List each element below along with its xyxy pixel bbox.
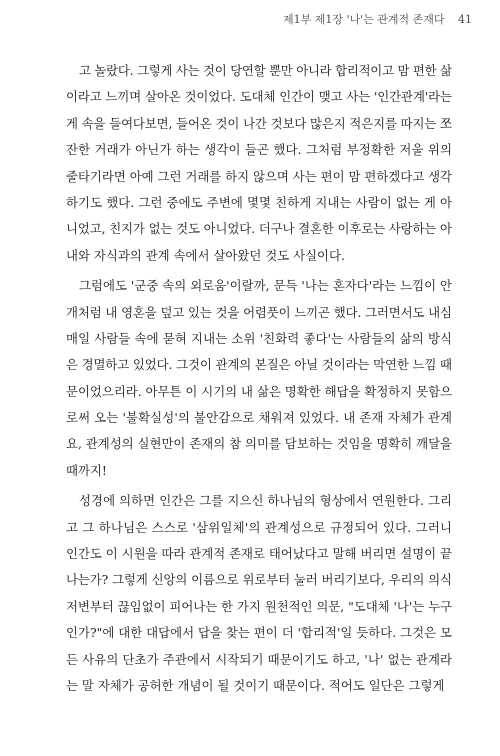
text-line: 나는가? 그렇게 신앙의 이름으로 위로부터 눌러 버리기보다, 우리의 의식 xyxy=(66,572,452,588)
text-line: 고 놀랐다. 그렇게 사는 것이 당연할 뿐만 아니라 합리적이고 맘 편한 삶 xyxy=(79,63,452,78)
text-line: 그럼에도 '군중 속의 외로움'이랄까, 문득 '나는 혼자다'라는 느낌이 안 xyxy=(79,278,452,294)
text-line: 요, 관계성의 실현만이 존재의 참 의미를 담보하는 것임을 명확히 깨달을 xyxy=(66,436,452,452)
text-line: 저변부터 끊임없이 피어나는 한 가지 원천적인 의문, "도대체 '나'는 누구 xyxy=(66,598,452,614)
page-number: 41 xyxy=(458,13,472,26)
text-line: 은 경멸하고 있었다. 그것이 관계의 본질은 아닐 것이라는 막연한 느낌 때 xyxy=(66,357,452,373)
text-line: 문이었으리라. 아무튼 이 시기의 내 삶은 명확한 해답을 확정하지 못함으 xyxy=(66,383,452,399)
text-line: 하기도 했다. 그런 중에도 주변에 몇몇 친하게 지내는 사람이 없는 게 아 xyxy=(66,194,452,210)
text-line: 든 사유의 단초가 주관에서 시작되기 때문이기도 하고, '나' 없는 관계라 xyxy=(66,651,452,667)
text-line: 내와 자식과의 관계 속에서 살아왔던 것도 사실이다. xyxy=(66,247,345,263)
text-line: 게 속을 들여다보면, 들어온 것이 나간 것보다 많은지 적은지를 따지는 쪼 xyxy=(66,115,452,131)
text-line: 인간도 이 시원을 따라 관계적 존재로 태어났다고 말해 버리면 설명이 끝 xyxy=(66,546,452,562)
text-line: 고 그 하나님은 스스로 '삼위일체'의 관계성으로 규정되어 있다. 그러니 xyxy=(66,519,452,535)
running-header xyxy=(283,11,472,27)
text-line: 성경에 의하면 인간은 그를 지으신 하나님의 형상에서 연원한다. 그리 xyxy=(79,493,452,509)
text-line: 때까지! xyxy=(66,462,107,478)
body-text xyxy=(66,58,452,699)
running-title: 제1부 제1장 '나'는 관계적 존재다 xyxy=(282,13,445,26)
text-line: 인가?"에 대한 대답에서 답을 찾는 편이 더 '합리적'일 듯하다. 그것은 모 xyxy=(66,625,452,641)
text-line: 줄타기라면 아예 그런 거래를 하지 않으며 사는 편이 맘 편하겠다고 생각 xyxy=(66,168,452,184)
text-line: 매일 사람들 속에 묻혀 지내는 소위 '친화력 좋다'는 사람들의 삶의 방식 xyxy=(66,330,452,346)
paragraph xyxy=(66,273,452,484)
text-line: 로써 오는 '불확실성'의 불안감으로 채워져 있었다. 내 존재 자체가 관계 xyxy=(66,410,452,426)
text-line: 개처럼 내 영혼을 덮고 있는 것을 어렴풋이 느끼곤 했다. 그러면서도 내심 xyxy=(66,304,452,320)
paragraph xyxy=(66,58,452,269)
text-line: 잔한 거래가 아닌가 하는 생각이 들곤 했다. 그처럼 부정확한 저울 위의 xyxy=(66,142,452,158)
text-line: 이라고 느끼며 살아온 것이었다. 도대체 인간이 맺고 사는 '인간관계'라는 xyxy=(66,89,452,105)
paragraph xyxy=(66,488,452,699)
text-line: 는 말 자체가 공허한 개념이 될 것이기 때문이다. 적어도 일단은 그렇게 xyxy=(66,677,445,693)
text-line: 니었고, 친지가 없는 것도 아니었다. 더구나 결혼한 이후로는 사랑하는 아 xyxy=(66,221,452,237)
